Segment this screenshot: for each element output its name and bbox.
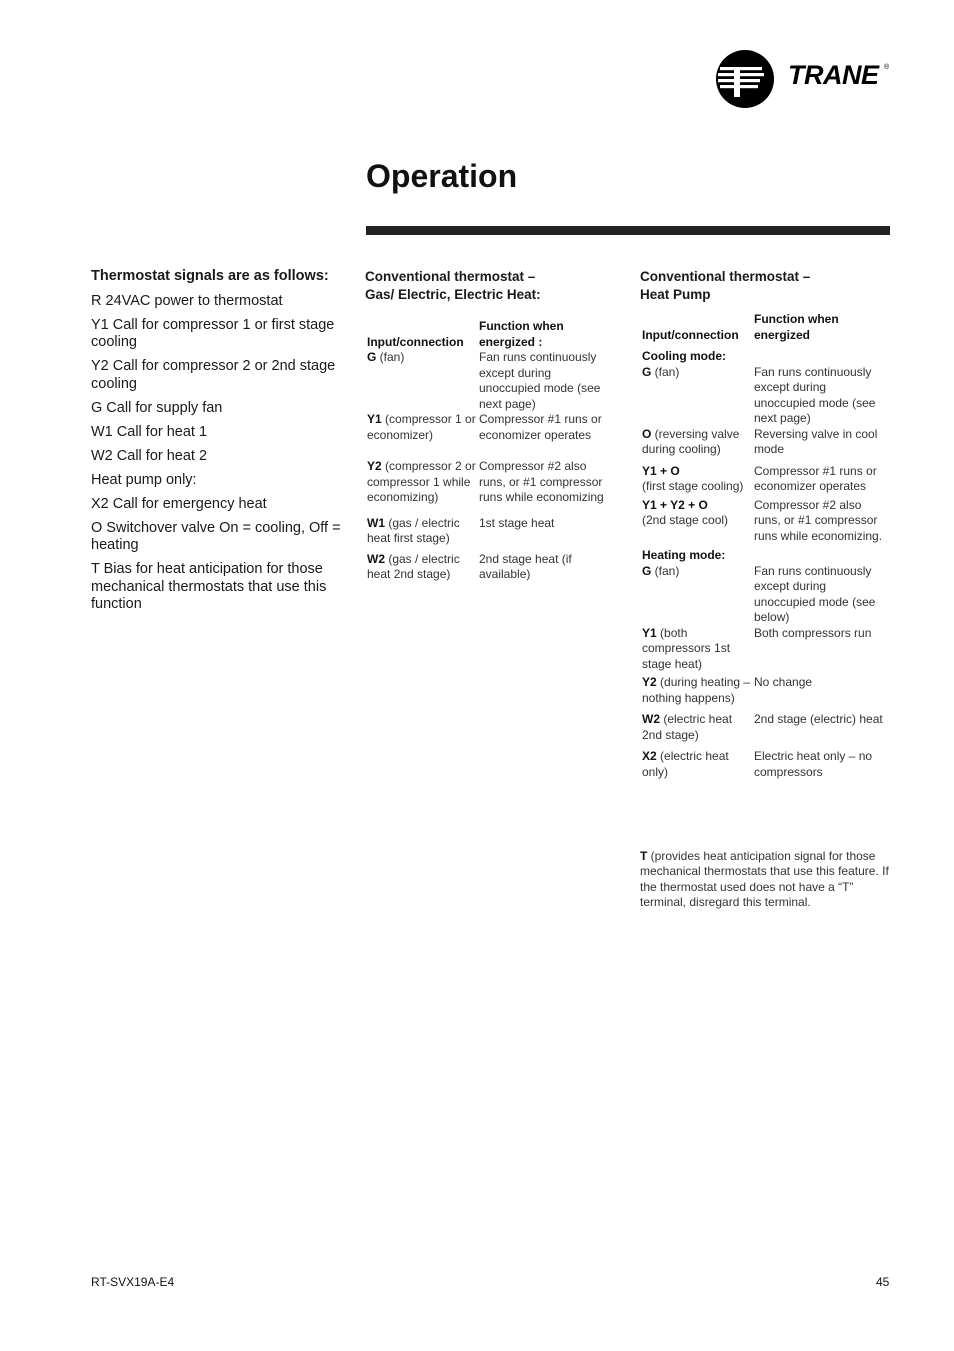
table-row: Y1 + Y2 + O (2nd stage cool) Compressor #2 also runs, or #1 compressor runs while economizing.: [642, 497, 883, 543]
document-id: RT-SVX19A-E4: [91, 1275, 175, 1289]
heat-pump-table: [642, 312, 890, 780]
table-row: W2 (electric heat 2nd stage) 2nd stage (electric) heat: [642, 712, 883, 742]
column-header-function: Function when energized: [754, 312, 839, 342]
table-row: Y2 (compressor 2 or compressor 1 while economizing) Compressor #2 also runs, or #1 compressor runs while economizing: [367, 459, 604, 504]
heating-mode-label: Heating mode:: [642, 548, 726, 562]
table-row: O (reversing valve during cooling) Reversing valve in cool mode: [642, 426, 878, 456]
table-row: G (fan) Fan runs continuously except during unoccupied mode (see next page): [367, 350, 601, 411]
title-line: Conventional thermostat –: [640, 269, 811, 284]
title-line: Heat Pump: [640, 287, 711, 302]
trane-circle-icon: [716, 50, 774, 108]
signal-item: W1 Call for heat 1: [91, 423, 208, 440]
title-rule: [366, 226, 890, 235]
t-terminal-note: T (provides heat anticipation signal for those mechanical thermostats that use this feature. If the thermostat used does not have a “T” terminal, disregard this terminal.: [640, 849, 889, 909]
table-row: G (fan) Fan runs continuously except during unoccupied mode (see below): [642, 563, 876, 624]
table-row: Y1 (both compressors 1st stage heat) Both compressors run: [642, 625, 872, 671]
signal-item: R 24VAC power to thermostat: [91, 292, 283, 309]
trane-logo: [716, 50, 892, 108]
signal-item: T Bias for heat anticipation for those mechanical thermostats that use this function: [91, 561, 327, 612]
table-row: Y2 (during heating – nothing happens) No change: [642, 675, 813, 705]
table-row: Y1 + O (first stage cooling) Compressor #1 runs or economizer operates: [642, 463, 877, 493]
title-line: Conventional thermostat –: [365, 269, 536, 284]
registered-mark: ®: [884, 64, 890, 71]
signals-heading: Thermostat signals are as follows:: [91, 268, 329, 284]
table-row: Y1 (compressor 1 or economizer) Compressor #1 runs or economizer operates: [367, 412, 602, 442]
brand-name: TRANE: [788, 60, 879, 90]
signal-item: Y2 Call for compressor 2 or 2nd stage cooling: [91, 358, 336, 392]
gas-electric-table: [367, 319, 611, 583]
table-row: X2 (electric heat only) Electric heat only – no compressors: [642, 749, 873, 779]
table-row: G (fan) Fan runs continuously except during unoccupied mode (see next page): [642, 364, 876, 425]
signal-item: Heat pump only:: [91, 471, 197, 488]
signal-item: G Call for supply fan: [91, 399, 223, 416]
column-header-function: Function when energized :: [479, 319, 564, 349]
signal-item: X2 Call for emergency heat: [91, 495, 267, 512]
page-title: Operation: [366, 158, 518, 194]
cooling-mode-label: Cooling mode:: [642, 349, 726, 363]
page-number: 45: [876, 1275, 890, 1289]
column-header-input: Input/connection: [642, 327, 739, 342]
title-line: Gas/ Electric, Electric Heat:: [365, 287, 541, 302]
thermostat-signals: [91, 268, 349, 620]
signal-item: O Switchover valve On = cooling, Off = heating: [91, 519, 341, 553]
table-row: W1 (gas / electric heat first stage) 1st stage heat: [367, 515, 555, 545]
gas-electric-title: [365, 268, 541, 304]
signal-item: Y1 Call for compressor 1 or first stage cooling: [91, 316, 335, 350]
table-row: W2 (gas / electric heat 2nd stage) 2nd stage heat (if available): [367, 551, 572, 581]
column-header-input: Input/connection: [367, 334, 464, 349]
heat-pump-title: [640, 268, 810, 304]
signal-item: W2 Call for heat 2: [91, 447, 208, 464]
